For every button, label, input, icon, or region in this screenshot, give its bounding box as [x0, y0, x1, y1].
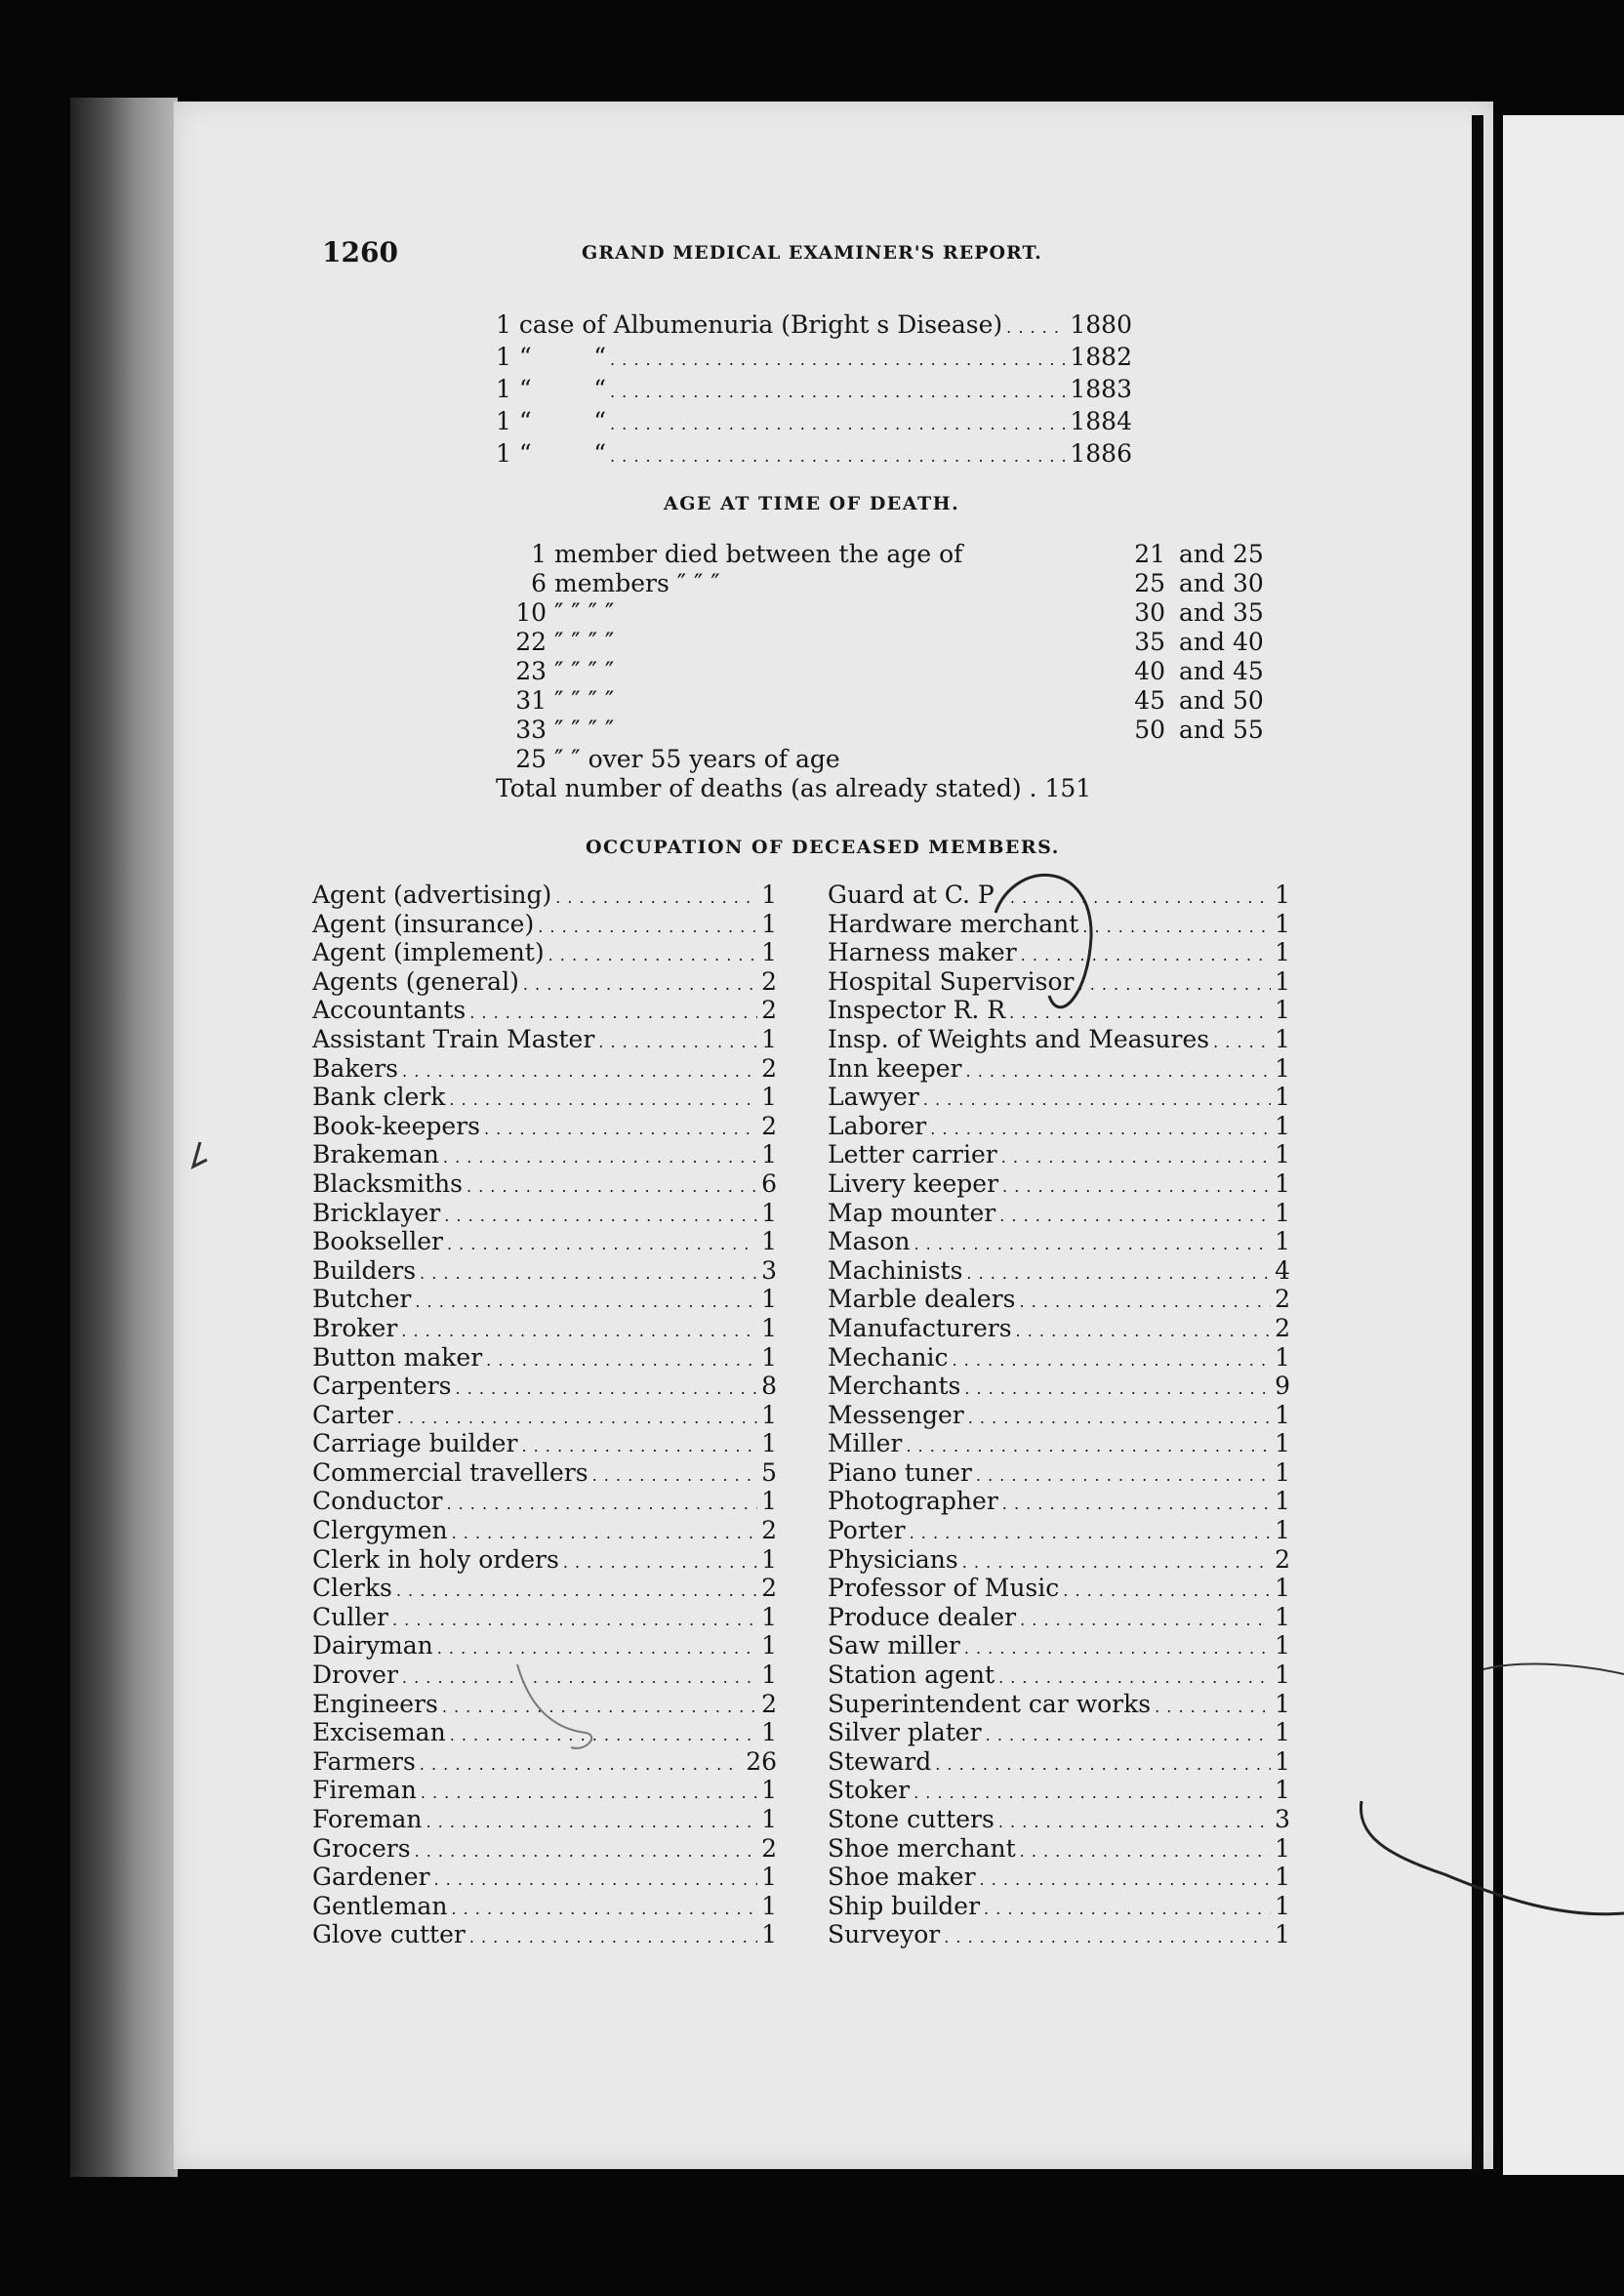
occupation-left-count: 1 [761, 1544, 777, 1574]
occupation-left-name: Agent (insurance) [312, 909, 535, 938]
occupation-right-name: Shoe maker [828, 1863, 976, 1892]
occupation-right-name: Hardware merchant [828, 909, 1079, 938]
occupation-right-name: Harness maker [828, 938, 1017, 967]
occupation-right-name: Letter carrier [828, 1140, 997, 1169]
occupation-left-name: Glove cutter [312, 1920, 466, 1949]
occupation-left-count: 3 [761, 1255, 777, 1285]
occupation-left-name: Accountants [312, 996, 467, 1025]
age-from: 50 [1134, 716, 1165, 744]
occupation-left-count: 1 [761, 1198, 777, 1227]
albumenuria-year: 1886 [1070, 439, 1132, 468]
occupation-right-name: Lawyer [828, 1083, 919, 1112]
occupation-right-count: 1 [1275, 1574, 1290, 1603]
age-count: 1 [531, 540, 547, 568]
occupation-right-count: 4 [1275, 1255, 1290, 1285]
age-from: 21 [1134, 540, 1165, 568]
occupation-left-count: 1 [761, 1718, 777, 1747]
occupation-right-count: 1 [1275, 1660, 1290, 1690]
occupation-left-count: 1 [761, 1631, 777, 1660]
occupation-right-name: Map mounter [828, 1198, 996, 1227]
age-heading: AGE AT TIME OF DEATH. [664, 493, 960, 514]
occupation-left-name: Blacksmiths [312, 1168, 463, 1198]
occupation-left-count: 1 [761, 1227, 777, 1256]
occupation-heading: OCCUPATION OF DECEASED MEMBERS. [586, 837, 1060, 858]
occupation-right-name: Hospital Supervisor [828, 966, 1075, 996]
occupation-right-name: Mason [828, 1227, 911, 1256]
occupation-right-count: 1 [1275, 1342, 1290, 1372]
occupation-right-name: Professor of Music [828, 1574, 1060, 1603]
occupation-right-name: Livery keeper [828, 1168, 999, 1198]
occupation-right-count: 1 [1275, 1516, 1290, 1545]
pen-line-stroke [1483, 1664, 1624, 1674]
occupation-left-count: 1 [761, 1429, 777, 1458]
running-head: GRAND MEDICAL EXAMINER'S REPORT. [582, 242, 1042, 264]
albumenuria-year: 1883 [1070, 375, 1132, 403]
occupation-left-count: 1 [761, 1285, 777, 1314]
age-count: 31 [515, 686, 547, 715]
occupation-right-name: Inn keeper [828, 1053, 962, 1083]
occupation-left-count: 2 [761, 1516, 777, 1545]
occupation-left-name: Carpenters [312, 1372, 452, 1401]
occupation-right-count: 1 [1275, 1631, 1290, 1660]
occupation-left-name: Gardener [312, 1863, 430, 1892]
occupation-left-name: Commercial travellers [312, 1457, 589, 1487]
occupation-right-name: Miller [828, 1429, 903, 1458]
occupation-left-name: Exciseman [312, 1718, 446, 1747]
occupation-left-count: 1 [761, 1863, 777, 1892]
age-count: 22 [515, 628, 547, 656]
occupation-left-count: 2 [761, 1111, 777, 1140]
age-to: and 30 [1179, 569, 1264, 597]
occupation-left-name: Bricklayer [312, 1198, 441, 1227]
occupation-right-count: 1 [1275, 909, 1290, 938]
occupation-left-count: 1 [761, 1660, 777, 1690]
albumenuria-count: 1 [496, 343, 519, 371]
occupation-left-count: 26 [746, 1746, 777, 1776]
age-count: 33 [515, 716, 547, 744]
occupation-right-name: Steward [828, 1746, 932, 1776]
occupation-left-name: Fireman [312, 1776, 417, 1805]
age-from: 25 [1134, 569, 1165, 597]
occupation-right-name: Merchants [828, 1372, 961, 1401]
margin-tick-stroke [193, 1142, 207, 1167]
occupation-left-name: Clerks [312, 1574, 392, 1603]
occupation-left-count: 1 [761, 1891, 777, 1920]
occupation-right-name: Saw miller [828, 1631, 960, 1660]
occupation-right-name: Surveyor [828, 1920, 941, 1949]
albumenuria-year: 1880 [1070, 310, 1132, 339]
age-text: ″ ″ ″ ″ [554, 716, 615, 744]
albumenuria-label: “ “ [518, 407, 606, 435]
occupation-right-name: Insp. of Weights and Measures [828, 1024, 1210, 1053]
occupation-right-name: Manufacturers [828, 1313, 1012, 1342]
age-to: and 50 [1179, 686, 1264, 715]
occupation-right-count: 1 [1275, 1053, 1290, 1083]
occupation-left-count: 1 [761, 1805, 777, 1833]
occupation-right-name: Silver plater [828, 1718, 982, 1747]
occupation-right-count: 1 [1275, 1198, 1290, 1227]
occupation-left-name: Foreman [312, 1805, 423, 1833]
occupation-left-name: Builders [312, 1255, 417, 1285]
albumenuria-count: 1 [496, 439, 519, 468]
age-count: 23 [515, 657, 547, 685]
age-to: and 35 [1179, 598, 1264, 627]
occupation-right-count: 1 [1275, 1083, 1290, 1112]
occupation-right-count: 1 [1275, 1457, 1290, 1487]
occupation-right-name: Messenger [828, 1400, 964, 1429]
occupation-left-count: 5 [761, 1457, 777, 1487]
albumenuria-count: 1 [496, 310, 519, 339]
age-from: 35 [1134, 628, 1165, 656]
occupation-left-name: Agent (implement) [312, 938, 545, 967]
occupation-left-count: 1 [761, 938, 777, 967]
occupation-right-count: 3 [1275, 1805, 1290, 1833]
pen-curve-stroke [1360, 1801, 1624, 1914]
occupation-left-count: 2 [761, 1689, 777, 1718]
occupation-left-name: Conductor [312, 1487, 443, 1516]
occupation-right-name: Piano tuner [828, 1457, 972, 1487]
occupation-right-count: 1 [1275, 1429, 1290, 1458]
occupation-left-count: 1 [761, 1342, 777, 1372]
occupation-right-count: 1 [1275, 1920, 1290, 1949]
occupation-right-count: 1 [1275, 938, 1290, 967]
occupation-left-count: 1 [761, 909, 777, 938]
occupation-left-count: 1 [761, 881, 777, 909]
occupation-left-count: 1 [761, 1024, 777, 1053]
occupation-right-count: 1 [1275, 1833, 1290, 1863]
occupation-left-count: 1 [761, 1776, 777, 1805]
occupation-right-name: Ship builder [828, 1891, 981, 1920]
occupation-right-count: 1 [1275, 881, 1290, 909]
occupation-right-count: 2 [1275, 1313, 1290, 1342]
occupation-left-name: Butcher [312, 1285, 412, 1314]
occupation-left-name: Button maker [312, 1342, 483, 1372]
age-text: ″ ″ ″ ″ [554, 657, 615, 685]
occupation-right-count: 1 [1275, 1891, 1290, 1920]
occupation-left-name: Bookseller [312, 1227, 443, 1256]
age-from: 30 [1134, 598, 1165, 627]
occupation-right-count: 2 [1275, 1285, 1290, 1314]
occupation-right-count: 1 [1275, 1718, 1290, 1747]
age-text: member died between the age of [554, 540, 963, 568]
occupation-right-count: 1 [1275, 966, 1290, 996]
occupation-right-count: 1 [1275, 1024, 1290, 1053]
age-from: 40 [1134, 657, 1165, 685]
age-from: 45 [1134, 686, 1165, 715]
occupation-right-count: 1 [1275, 1227, 1290, 1256]
occupation-right-count: 1 [1275, 1776, 1290, 1805]
occupation-left-count: 2 [761, 1053, 777, 1083]
occupation-left-name: Gentleman [312, 1891, 448, 1920]
albumenuria-count: 1 [496, 375, 519, 403]
occupation-right-name: Shoe merchant [828, 1833, 1016, 1863]
albumenuria-label: “ “ [518, 439, 606, 468]
occupation-left-count: 1 [761, 1140, 777, 1169]
age-to: and 55 [1179, 716, 1264, 744]
occupation-right-name: Photographer [828, 1487, 998, 1516]
occupation-left-count: 2 [761, 966, 777, 996]
occupation-left-count: 1 [761, 1920, 777, 1949]
occupation-right-name: Mechanic [828, 1342, 949, 1372]
occupation-left-count: 2 [761, 1574, 777, 1603]
occupation-left-count: 1 [761, 1313, 777, 1342]
albumenuria-label: “ “ [518, 375, 606, 403]
occupation-left-name: Agent (advertising) [312, 881, 552, 909]
albumenuria-label: case of Albumenuria (Bright s Disease) [518, 310, 1003, 339]
occupation-right-count: 1 [1275, 1168, 1290, 1198]
occupation-left-name: Farmers [312, 1746, 416, 1776]
albumenuria-year: 1882 [1070, 343, 1132, 371]
pen-loop-stroke [995, 875, 1091, 1006]
occupation-left-count: 6 [761, 1168, 777, 1198]
occupation-right-count: 1 [1275, 1746, 1290, 1776]
occupation-right-count: 1 [1275, 1602, 1290, 1631]
occupation-left-count: 2 [761, 996, 777, 1025]
occupation-right-count: 1 [1275, 1400, 1290, 1429]
age-text: ″ ″ ″ ″ [554, 628, 615, 656]
occupation-left-name: Drover [312, 1660, 398, 1690]
age-count: 6 [531, 569, 547, 597]
occupation-left-name: Clergymen [312, 1516, 448, 1545]
occupation-left-name: Carter [312, 1400, 393, 1429]
pencil-scribble-stroke [517, 1664, 591, 1748]
occupation-left-name: Clerk in holy orders [312, 1544, 559, 1574]
age-count: 25 [515, 745, 547, 773]
occupation-right-name: Laborer [828, 1111, 927, 1140]
age-to: and 25 [1179, 540, 1264, 568]
occupation-left-name: Carriage builder [312, 1429, 518, 1458]
occupation-left-count: 2 [761, 1833, 777, 1863]
occupation-right-count: 2 [1275, 1544, 1290, 1574]
occupation-right-count: 1 [1275, 1689, 1290, 1718]
occupation-left-name: Brakeman [312, 1140, 439, 1169]
occupation-right-name: Physicians [828, 1544, 958, 1574]
occupation-left-count: 8 [761, 1372, 777, 1401]
occupation-left-name: Book-keepers [312, 1111, 480, 1140]
albumenuria-count: 1 [496, 407, 519, 435]
occupation-right-name: Marble dealers [828, 1285, 1016, 1314]
age-text: members ″ ″ ″ [554, 569, 720, 597]
age-text: ″ ″ ″ ″ [554, 598, 615, 627]
occupation-right-name: Produce dealer [828, 1602, 1017, 1631]
occupation-left-name: Dairyman [312, 1631, 433, 1660]
occupation-right-name: Inspector R. R [828, 996, 1006, 1025]
occupation-left-name: Assistant Train Master [312, 1024, 595, 1053]
occupation-left-name: Culler [312, 1602, 388, 1631]
albumenuria-label: “ “ [518, 343, 606, 371]
age-total-line: Total number of deaths (as already stated) . 151 [496, 774, 1092, 802]
age-text: ″ ″ ″ ″ [554, 686, 615, 715]
occupation-right-count: 1 [1275, 1111, 1290, 1140]
occupation-right-name: Machinists [828, 1255, 963, 1285]
page-number: 1260 [322, 236, 398, 268]
age-text: ″ ″ over 55 years of age [554, 745, 840, 773]
occupation-left-name: Bakers [312, 1053, 399, 1083]
occupation-right-name: Superintendent car works [828, 1689, 1152, 1718]
occupation-left-count: 1 [761, 1083, 777, 1112]
occupation-left-name: Agents (general) [312, 966, 519, 996]
occupation-right-count: 1 [1275, 1863, 1290, 1892]
occupation-left-name: Engineers [312, 1689, 438, 1718]
occupation-left-count: 1 [761, 1400, 777, 1429]
occupation-right-count: 1 [1275, 996, 1290, 1025]
age-to: and 40 [1179, 628, 1264, 656]
occupation-right-name: Station agent [828, 1660, 995, 1690]
occupation-right-name: Stoker [828, 1776, 911, 1805]
age-to: and 45 [1179, 657, 1264, 685]
occupation-right-count: 9 [1275, 1372, 1290, 1401]
age-count: 10 [515, 598, 547, 627]
occupation-right-name: Guard at C. P [828, 881, 995, 909]
occupation-right-name: Stone cutters [828, 1805, 995, 1833]
albumenuria-year: 1884 [1070, 407, 1132, 435]
occupation-left-name: Grocers [312, 1833, 411, 1863]
occupation-right-count: 1 [1275, 1487, 1290, 1516]
occupation-left-name: Broker [312, 1313, 398, 1342]
occupation-right-count: 1 [1275, 1140, 1290, 1169]
occupation-left-count: 1 [761, 1487, 777, 1516]
occupation-right-name: Porter [828, 1516, 906, 1545]
occupation-left-count: 1 [761, 1602, 777, 1631]
occupation-left-name: Bank clerk [312, 1083, 446, 1112]
